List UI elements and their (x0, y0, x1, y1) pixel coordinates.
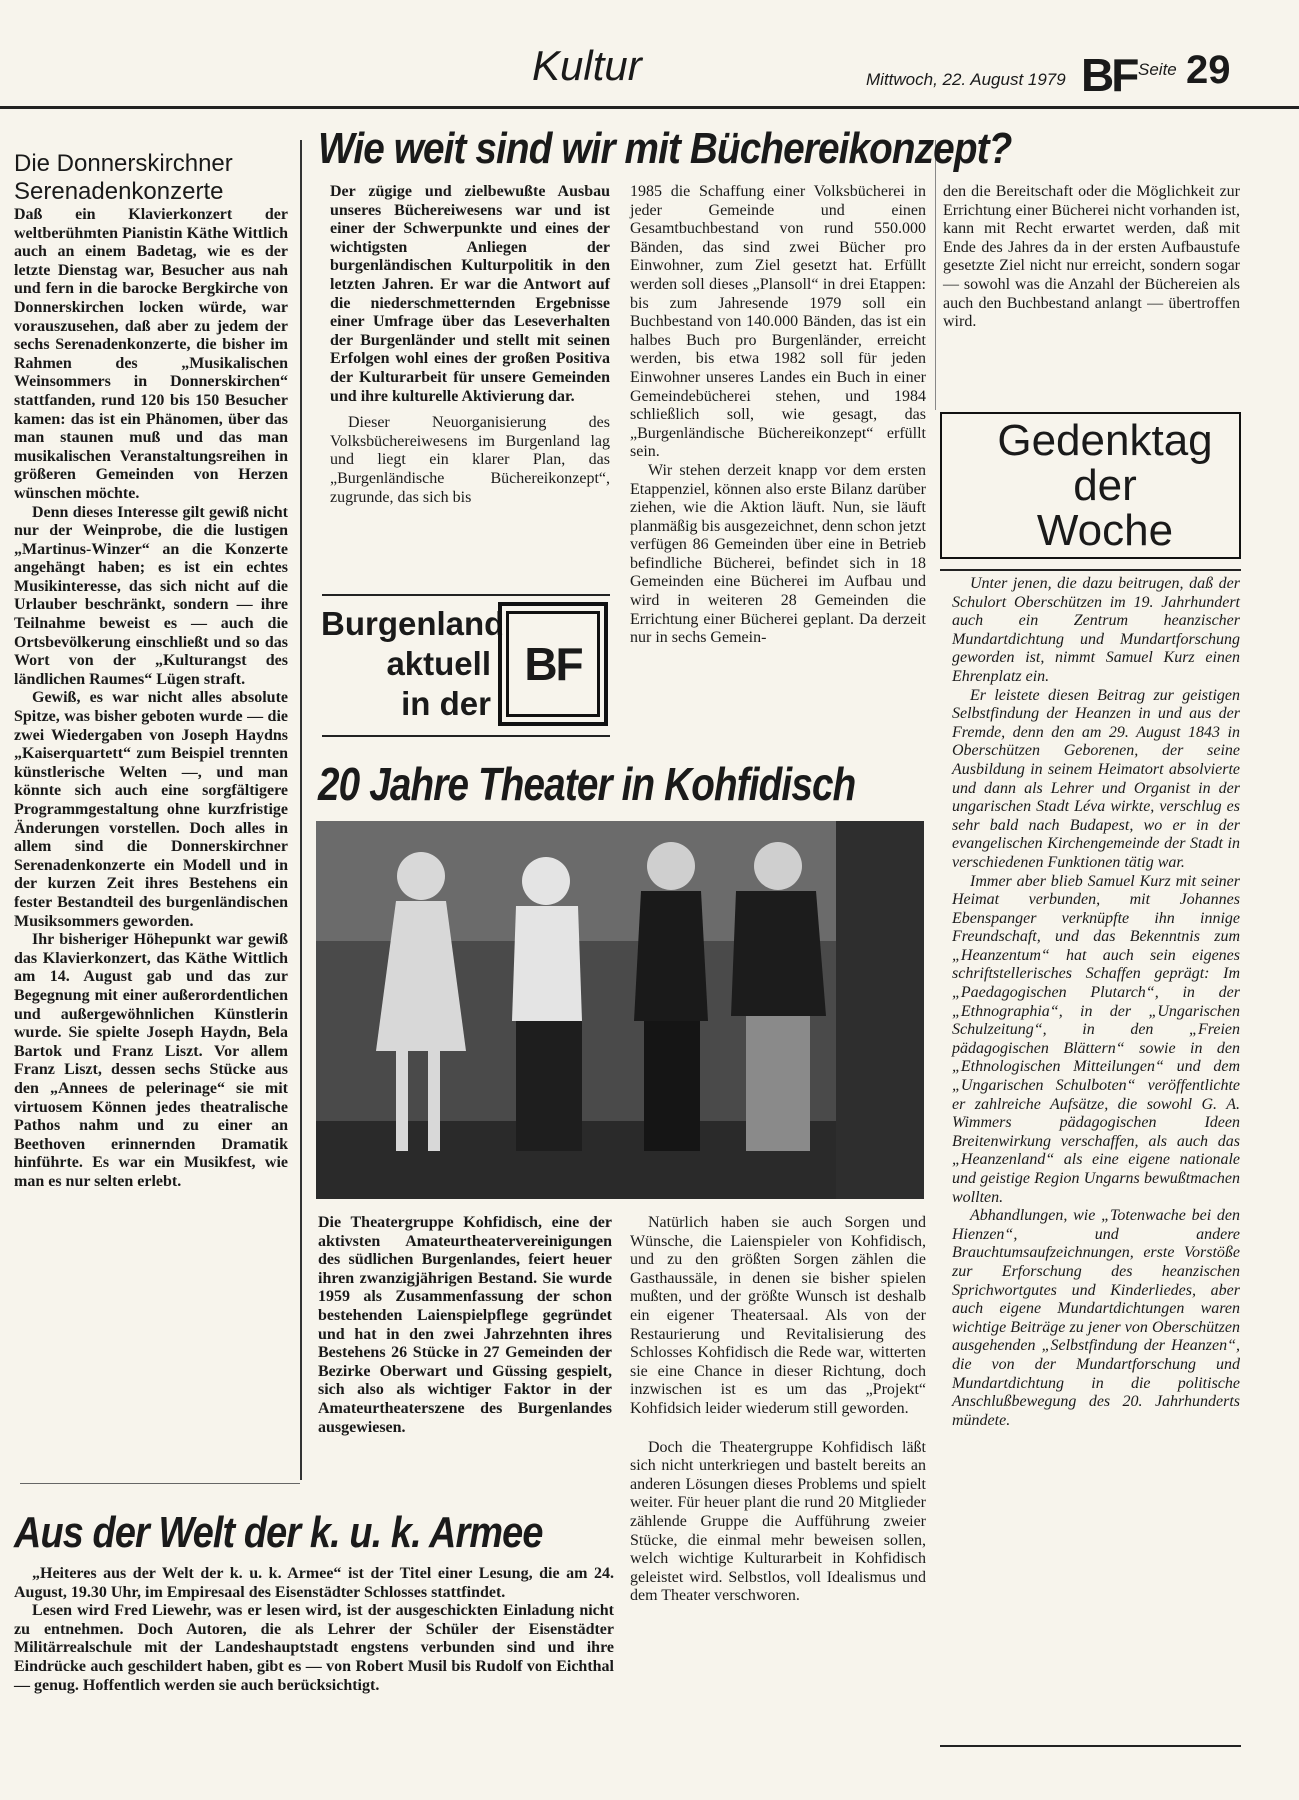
theater-column-1 (318, 1214, 612, 1437)
gedenktag-paragraph: Unter jenen, die dazu beitrugen, daß der Schulort Oberschützen im 19. Jahrhundert auch ein Zentrum heanzischer Mundartdichtung und Mundartforschung geworden ist, nimmt Samuel Kurz einen Ehrenplatz ein. (952, 575, 1240, 685)
gedenktag-title (985, 418, 1225, 553)
theater-paragraph: Doch die Theatergruppe Kohfidisch läßt sich nicht unterkriegen und bastelt bereits an anderen Lösungen dieses Problems und spielt weiter. Für heuer plant die rund 20 Mitglieder zählende Gruppe die Aufführung zweier Stücke, die einmal mehr beweisen sollen, welch wichtige Kulturarbeit in Kohfidisch geleistet wird. Selbstlos, voll Idealismus und dem Theater verschworen. (630, 1438, 926, 1605)
gedenktag-paragraph: Immer aber blieb Samuel Kurz mit seiner Heimat verbunden, mit Johannes Ebenspanger verknüpfte ihn innige Freundschaft, und das Bekenntnis zum „Heanzentum“ hat auch sein eigenes schriftstellerisches Schaffen geprägt: Im „Paedagogischen Plutarch“, in der „Ethnographia“, in der „Ungarischen Schulzeitung“, in den „Freien pädagogischen Blättern“ sowie in den „Ethnologischen Mitteilungen“ und dem „Ungarischen Schulboten“ veröffentlichte er zahlreiche Aufsätze, die sowohl G. A. Wimmers pädagogischen Ideen Breitenwirkung verschaffen, als auch das „Heanzenland“ als eine eigene nationale und geistige Region Ungarns bewußtmachen wollten. (952, 872, 1240, 1206)
issue-date: Mittwoch, 22. August 1979 (866, 70, 1066, 89)
theater-photo-image (316, 821, 924, 1199)
ad-text (321, 604, 505, 724)
page-label: Seite (1138, 60, 1177, 79)
buecherei-column-2 (630, 183, 926, 648)
theater-column-2 (630, 1214, 926, 1606)
ad-line: in der (401, 685, 491, 722)
ad-rule-bottom (322, 735, 610, 737)
buecherei-paragraph: den die Bereitschaft oder die Möglichkeit zur Errichtung einer Bücherei nicht vorhanden ist, kann mit Recht erwartet werden, daß mit Ende des Jahres da in der ersten Aufbaustufe gesetzte Ziel nicht nur erreicht, sondern sogar — sowohl was die Anzahl der Büchereien als auch den Buchbestand anlangt — übertroffen wird. (943, 183, 1240, 331)
armee-article (14, 1565, 614, 1695)
column-rule-right (935, 140, 936, 410)
buecherei-paragraph: 1985 die Schaffung einer Volksbücherei in jeder Gemeinde und einen Gesamtbuchbestand von rund 550.000 Bänden, das sind zwei Bücher pro Einwohner, zum Ziel gesetzt hat. Erfüllt werden soll dieses „Plansoll“ in drei Etappen: bis zum Jahresende 1979 soll ein Buchbestand von 140.000 Bänden, das ist ein halbes Buch pro Burgenländer, erreicht werden, bis etwa 1982 soll für jeden Einwohner unseres Landes ein Buch in einer Gemeindebücherei stehen, und 1984 schließlich soll, wie gesagt, das „Burgenländische Büchereikonzept“ erfüllt sein. (630, 183, 926, 461)
ad-logo-frame (498, 602, 608, 726)
gedenktag-paragraph: Er leistete diesen Beitrag zur geistigen Selbstfindung der Heanzen in und aus der Fremde, denn den am 29. August 1843 in Oberschützen Geborenen, der seine Ausbildung in seinem Heimatort absolvierte und dann als Lehrer und Organist in der ungarischen Stadt Léva wirkte, verschlug es sehr bald nach Budapest, wo er in der evangelischen Kirchengemeinde der Stadt in verschiedenen Funktionen tätig war. (952, 686, 1240, 871)
buecherei-lead: Der zügige und zielbewußte Ausbau unseres Büchereiwesens war und ist einer der Schwerpunkte und eines der wichtigsten Anliegen der burgenländischen Kulturpolitik in den letzten Jahren. Er war die Antwort auf die niederschmetternden Ergebnisse einer Umfrage über das Leseverhalten der Burgenländer und stellt mit seinen Erfolgen wohl eines der großen Positiva der Kulturarbeit für unsere Gemeinden und ihre kulturelle Aktivierung dar. (330, 183, 610, 405)
gedenktag-title-line: Gedenktag (997, 416, 1213, 465)
armee-headline: Aus der Welt der k. u. k. Armee (14, 1508, 543, 1557)
sidebar-article (14, 206, 288, 1191)
theater-headline: 20 Jahre Theater in Kohfidisch (318, 758, 856, 810)
theater-paragraph: Die Theatergruppe Kohfidisch, eine der aktivsten Amateurtheatervereinigungen des südlichen Burgenlandes, feiert heuer ihren zwanzigjährigen Bestand. Sie wurde 1959 als Zusammenfassung der schon bestehenden Laienspielpflege gegründet und hat in den zwei Jahrzehnten ihres Bestehens 26 Stücke in 27 Gemeinden der Bezirke Oberwart und Güssing gespielt, sich also als wichtiger Faktor in der Amateurtheaterszene des Burgenlandes ausgewiesen. (318, 1214, 612, 1436)
gedenktag-title-line: Woche (1036, 506, 1174, 555)
buecherei-paragraph: Dieser Neuorganisierung des Volksbüchereiwesens im Burgenland lag und liegt ein klarer Plan, das „Burgenländische Büchereikonzept“, zugrunde, das sich bis (330, 414, 610, 506)
section-title: Kultur (532, 42, 642, 89)
newspaper-logo: BF (1081, 49, 1137, 101)
sidebar-paragraph: Denn dieses Interesse gilt gewiß nicht nur der Weinprobe, die die lustigen „Martinus-Winzer“ an die Konzerte angehängt haben; es ist ein echtes Musikinteresse, das sich nicht auf die Urlauber beschränkt, sondern — ihre Teilnahme beweist es — auch die Ortsbevölkerung einschließt und so das Wort von der „Kulturangst des ländlichen Raumes“ Lügen straft. (14, 503, 288, 688)
buecherei-column-3 (943, 183, 1240, 332)
sidebar-headline: Die Donnerskirchner Serenadenkonzerte (14, 150, 233, 205)
buecherei-column-1 (330, 183, 610, 507)
gedenktag-end-rule (940, 1745, 1241, 1747)
armee-paragraph: „Heiteres aus der Welt der k. u. k. Armee“ ist der Titel einer Lesung, die am 24. August, 19.30 Uhr, im Empiresaal des Eisenstädter Schlosses stattfindet. (14, 1565, 614, 1601)
sidebar-paragraph: Daß ein Klavierkonzert der weltberühmten Pianistin Käthe Wittlich auch an einem Badetag, wie es der letzte Dienstag war, Besucher aus nah und fern in die barocke Bergkirche von Donnerskirchen locken würde, war vorauszusehen, daß aber zu jedem der sechs Serenadenkonzerte, die bisher im Rahmen des „Musikalischen Weinsommers in Donnerskirchen“ stattfanden, rund 120 bis 150 Besucher kamen: das ist ein Phänomen, über das man staunen muß und das man musikalischen Veranstaltungsreihen in größeren Gemeinden von Herzen wünschen möchte. (14, 206, 288, 502)
sidebar-paragraph: Ihr bisheriger Höhepunkt war gewiß das Klavierkonzert, das Käthe Wittlich am 14. August gab und das zur Begegnung mit einer außerordentlichen und außergewöhnlichen Künstlerin wurde. Sie spielte Joseph Haydn, Bela Bartok und Franz Liszt. Vor allem Franz Liszt, dessen sechs Stücke aus den „Annees de pelerinage“ sie mit virtuosem Können jedes theatralische Pathos nahm und zu einer an Beethoven erinnernden Dramatik hinführte. Es war ein Musikfest, wie man es nur selten erlebt. (14, 931, 288, 1190)
theater-paragraph: Natürlich haben sie auch Sorgen und Wünsche, die Laienspieler von Kohfidisch, und zu den größten Sorgen zählen die Gasthaussäle, in denen sie bisher spielen mußten, und der größte Wunsch ist deshalb ein eigener Theatersaal. Als von der Restaurierung und Revitalisierung des Schlosses Kohfidisch die Rede war, witterten sie eine Chance in dieser Richtung, doch inzwischen ist es um das „Projekt“ Kohfidsich leider wiederum still geworden. (630, 1214, 926, 1417)
gedenktag-title-line: der (1073, 461, 1137, 510)
theater-photo (316, 821, 924, 1199)
page-number: 29 (1186, 48, 1231, 92)
ad-rule-top (322, 594, 610, 596)
buecherei-paragraph: Wir stehen derzeit knapp vor dem ersten Etappenziel, können also erste Bilanz darüber ziehen, wie die Aktion läuft. Nun, sie läuft planmäßig bis ausgezeichnet, denn schon jetzt verfügen 86 Gemeinden über eine in Betrieb befindliche Bücherei, befindet sich in 18 Gemeinden eine Bücherei im Aufbau und wird in weiteren 28 Gemeinden die Errichtung einer Bücherei geplant. Da derzeit nur in sechs Gemein- (630, 461, 926, 647)
gedenktag-paragraph: Abhandlungen, wie „Totenwache bei den Hienzen“, und andere Brauchtumsaufzeichnungen, erste Vorstöße zur Erforschung des heanzischen Sprichwortgutes und Kinderliedes, aber auch eigene Mundartdichtungen waren wichtige Beiträge zu jener von Oberschützen ausgehenden „Selbstfindung der Heanzen“, die von der Mundartforschung und Mundartdichtung in die politische Anschlußbewegung des 20. Jahrhunderts mündete. (952, 1207, 1240, 1429)
sidebar-paragraph: Gewiß, es war nicht alles absolute Spitze, was bisher geboten wurde — die zwei Wiedergaben von Joseph Haydns „Kaiserquartett“ zum Beispiel trennten künstlerische Welten —, und man könnte sich auch eine sorgfältigere Programmgestaltung ohne kurzfristige Änderungen vorstellen. Doch alles in allem sind die Donnerskirchner Serenadenkonzerte ein Modell und in der kurzen Zeit ihres Bestehens ein fester Bestandteil des burgenländischen Musiksommers geworden. (14, 689, 288, 930)
buecherei-headline: Wie weit sind wir mit Büchereikonzept? (318, 124, 1012, 173)
armee-paragraph: Lesen wird Fred Liewehr, was er lesen wird, ist der ausgeschickten Einladung nicht zu entnehmen. Doch Autoren, die als Lehrer der Schüler der Eisenstädter Militärrealschule mit der Landeshauptstadt engstens verbunden sind und ihre Eindrücke auch geschildert haben, gibt es — von Robert Musil bis Rudolf von Eichthal — genug. Hoffentlich werden sie auch berücksichtigt. (14, 1602, 614, 1694)
sidebar-end-rule (20, 1483, 300, 1484)
ad-line: Burgenland (321, 605, 505, 642)
column-rule-left (300, 140, 302, 1480)
gedenktag-rule (940, 569, 1241, 571)
header-rule (0, 106, 1299, 109)
ad-logo: BF (506, 611, 600, 717)
gedenktag-article (952, 575, 1240, 1430)
ad-line: aktuell (386, 645, 491, 682)
